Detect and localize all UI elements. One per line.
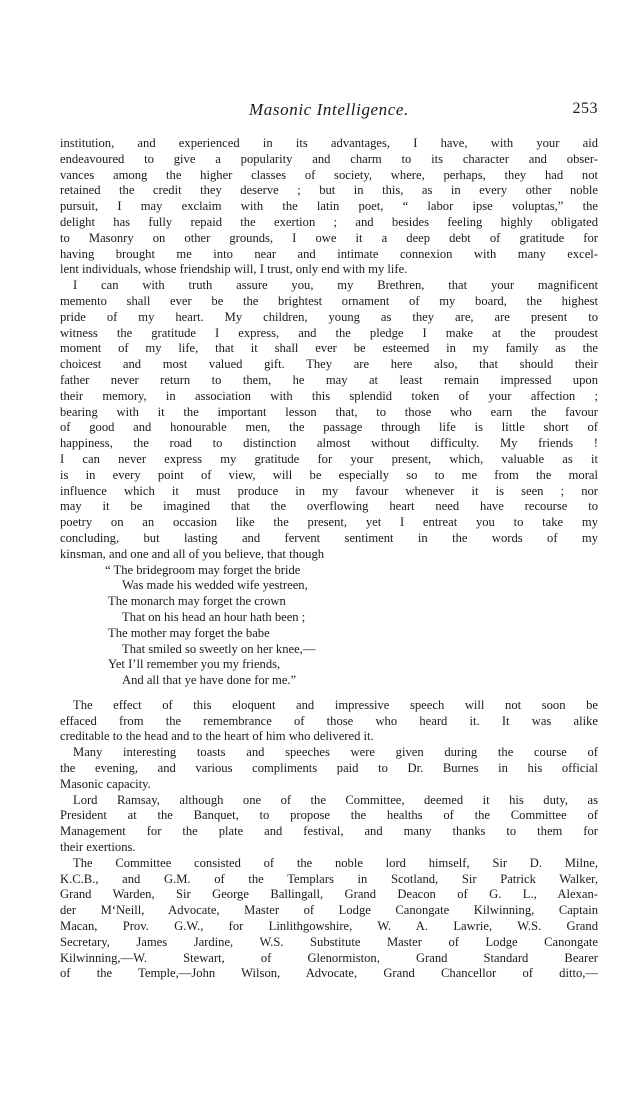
text-line: their exertions. xyxy=(60,840,136,855)
text-line: The effect of this eloquent and impressive speech will not soon be xyxy=(73,697,598,712)
text-line: influence which it must produce in my favour whenever it is seen ; nor xyxy=(60,483,598,498)
page-number: 253 xyxy=(572,100,598,117)
text-line: creditable to the head and to the heart of him who delivered it. xyxy=(60,729,374,744)
text-line: is in every point of view, will be especially so to me from the moral xyxy=(60,467,598,482)
text-line: choicest and most valued gift. They are here also, that should their xyxy=(60,357,598,372)
text-line: Kilwinning,—W. Stewart, of Glenormiston, Grand Standard Bearer xyxy=(60,950,598,965)
paragraph xyxy=(60,698,598,745)
paragraph xyxy=(60,278,598,562)
text-line: delight has fully repaid the exertion ; and besides feeling highly obligated xyxy=(60,214,598,229)
text-line: concluding, but lasting and fervent sentiment in the words of my xyxy=(60,530,598,545)
text-line: effaced from the remembrance of those who heard it. It was alike xyxy=(60,713,598,728)
poem-line: “ The bridegroom may forget the bride xyxy=(105,562,301,577)
text-line: institution, and experienced in its advantages, I have, with your aid xyxy=(60,136,598,150)
poem-quotation xyxy=(60,563,598,689)
text-line: having brought me into near and intimate connexion with many excel- xyxy=(60,246,598,261)
paragraph xyxy=(60,856,598,982)
paragraph xyxy=(60,136,598,278)
poem-line: That on his head an hour hath been ; xyxy=(122,609,306,624)
text-line: Management for the plate and festival, and many thanks to them for xyxy=(60,824,598,839)
text-line: vances among the higher classes of society, where, perhaps, they had not xyxy=(60,167,598,182)
text-line: memento shall ever be the brightest ornament of my board, the highest xyxy=(60,293,598,308)
paragraph-spacer xyxy=(60,689,598,698)
text-line: I can never express my gratitude for your present, which, valuable as it xyxy=(60,451,598,466)
text-line: of the Temple,—John Wilson, Advocate, Grand Chancellor of ditto,— xyxy=(60,966,598,981)
running-head xyxy=(60,100,598,124)
body-text xyxy=(60,136,598,982)
running-title: Masonic Intelligence. xyxy=(249,100,409,119)
text-line: happiness, the road to distinction almost without difficulty. My friends ! xyxy=(60,436,598,451)
poem-line: The monarch may forget the crown xyxy=(108,594,286,609)
text-line: their memory, in association with this splendid token of your affection ; xyxy=(60,388,598,403)
text-line: father never return to them, he may at least remain impressed upon xyxy=(60,372,598,387)
poem-line: The mother may forget the babe xyxy=(108,625,270,640)
paragraph xyxy=(60,745,598,792)
poem-line: That smiled so sweetly on her knee,— xyxy=(122,641,316,656)
text-line: Lord Ramsay, although one of the Committee, deemed it his duty, as xyxy=(73,792,598,807)
text-line: The Committee consisted of the noble lord himself, Sir D. Milne, xyxy=(73,855,598,870)
text-line: Masonic capacity. xyxy=(60,776,151,791)
text-line: K.C.B., and G.M. of the Templars in Scotland, Sir Patrick Walker, xyxy=(60,871,598,886)
text-line: Macan, Prov. G.W., for Linlithgowshire, W. A. Lawrie, W.S. Grand xyxy=(60,919,598,934)
text-line: pride of my heart. My children, young as they are, are present to xyxy=(60,309,598,324)
poem-line: And all that ye have done for me.” xyxy=(122,673,297,688)
text-line: I can with truth assure you, my Brethren, that your magnificent xyxy=(73,278,598,293)
text-line: pursuit, I may exclaim with the latin poet, “ labor ipse voluptas,” the xyxy=(60,199,598,214)
text-line: the evening, and various compliments paid to Dr. Burnes in his official xyxy=(60,761,598,776)
paragraph xyxy=(60,793,598,856)
text-line: to Masonry on other grounds, I owe it a deep debt of gratitude for xyxy=(60,230,598,245)
text-line: Grand Warden, Sir George Ballingall, Grand Deacon of G. L., Alexan- xyxy=(60,887,598,902)
text-line: Many interesting toasts and speeches were given during the course of xyxy=(73,745,598,760)
text-line: of good and honourable men, the passage through life is little short of xyxy=(60,420,598,435)
text-line: moment of my life, that it shall ever be esteemed in my family as the xyxy=(60,341,598,356)
text-line: President at the Banquet, to propose the healths of the Committee of xyxy=(60,808,598,823)
poem-line: Was made his wedded wife yestreen, xyxy=(122,578,308,593)
text-line: Secretary, James Jardine, W.S. Substitute Master of Lodge Canongate xyxy=(60,934,598,949)
text-line: kinsman, and one and all of you believe, that though xyxy=(60,546,325,561)
text-line: bearing with it the important lesson that, to those who earn the favour xyxy=(60,404,598,419)
text-line: may it be imagined that the overflowing heart need have recourse to xyxy=(60,499,598,514)
text-line: der M‘Neill, Advocate, Master of Lodge Canongate Kilwinning, Captain xyxy=(60,903,598,918)
text-line: poetry on an occasion like the present, yet I entreat you to take my xyxy=(60,515,598,530)
poem-line: Yet I’ll remember you my friends, xyxy=(108,657,281,672)
text-line: endeavoured to give a popularity and charm to its character and obser- xyxy=(60,151,598,166)
text-line: retained the credit they deserve ; but in this, as in every other noble xyxy=(60,183,598,198)
text-line: witness the gratitude I express, and the pledge I make at the proudest xyxy=(60,325,598,340)
text-line: lent individuals, whose friendship will, I trust, only end with my life. xyxy=(60,262,408,277)
